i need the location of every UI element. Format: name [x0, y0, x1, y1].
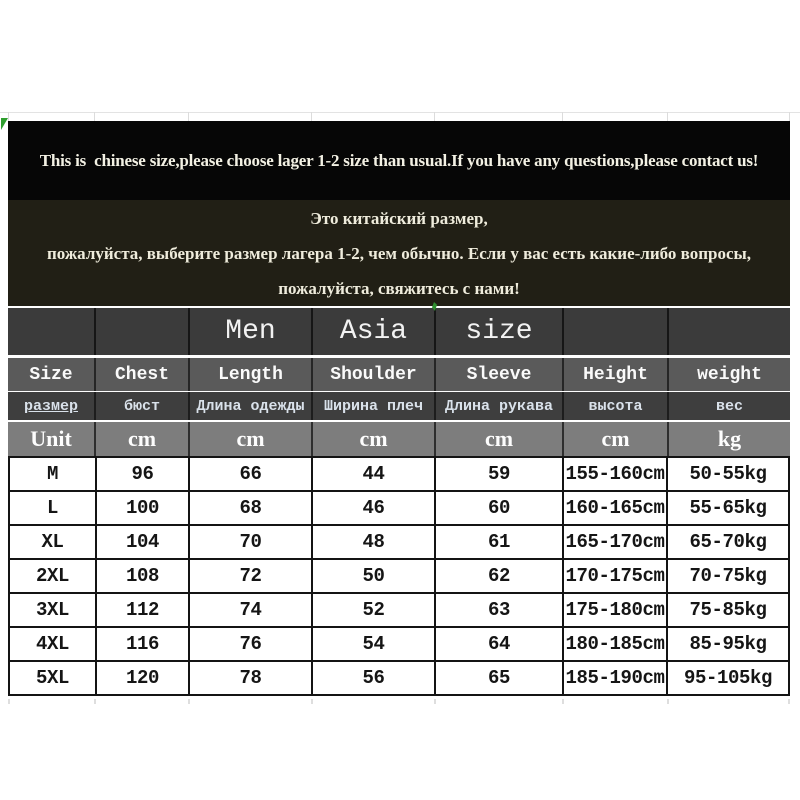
table-group-header-row — [8, 308, 790, 355]
col-header-length: Length — [188, 358, 311, 391]
data-cell: 59 — [434, 458, 562, 490]
grid-stub — [188, 699, 190, 704]
table-row-3xl — [10, 594, 788, 628]
data-cell: 72 — [188, 560, 311, 592]
data-cell: 55-65kg — [666, 492, 788, 524]
grid-stub — [562, 699, 564, 704]
data-cell: 3XL — [35, 599, 69, 621]
group-cell-men: Men — [188, 308, 311, 355]
grid-stub — [311, 112, 312, 121]
data-cell: 160-165cm — [562, 492, 666, 524]
grid-stub — [8, 112, 9, 121]
data-cell: 4XL — [35, 633, 69, 655]
grid-stub — [434, 699, 436, 704]
english-notice-banner — [8, 121, 790, 200]
table-header-row-ru — [8, 392, 790, 420]
data-cell: 100 — [95, 492, 188, 524]
russian-notice-line1: Это китайский размер, — [310, 208, 488, 228]
data-cell: 52 — [311, 594, 434, 626]
grid-stub — [94, 699, 96, 704]
data-cell: 63 — [434, 594, 562, 626]
grid-stub — [789, 112, 790, 121]
grid-stub — [94, 112, 95, 121]
group-cell-blank — [8, 308, 94, 355]
russian-notice-line2: пожалуйста, выберите размер лагера 1-2, чем обычно. Если у вас есть какие-либо вопросы, — [46, 243, 752, 263]
green-artifact-mark — [1, 118, 8, 130]
data-cell: 46 — [311, 492, 434, 524]
data-cell: 185-190cm — [562, 662, 666, 694]
data-cell: 74 — [188, 594, 311, 626]
russian-notice-banner — [8, 200, 790, 306]
col-header-ru-vysota: высота — [562, 392, 667, 420]
table-row-m — [10, 458, 788, 492]
data-cell: 62 — [434, 560, 562, 592]
data-cell: 44 — [311, 458, 434, 490]
data-cell: 78 — [188, 662, 311, 694]
table-row-2xl — [10, 560, 788, 594]
data-cell: 50-55kg — [666, 458, 788, 490]
col-header-ru-dlina-rukava: Длина рукава — [434, 392, 562, 420]
data-cell: 155-160cm — [562, 458, 666, 490]
col-header-ru-byust: бюст — [94, 392, 188, 420]
data-cell: 120 — [95, 662, 188, 694]
col-header-ru-razmer: размер — [23, 397, 78, 415]
data-cell: 165-170cm — [562, 526, 666, 558]
data-cell: 75-85kg — [666, 594, 788, 626]
grid-stub — [667, 112, 668, 121]
data-cell: 76 — [188, 628, 311, 660]
group-cell-blank — [667, 308, 790, 355]
data-cell: M — [46, 463, 58, 485]
data-cell: 64 — [434, 628, 562, 660]
col-header-ru-dlina-odezhdy: Длина одежды — [188, 392, 311, 420]
data-cell: 96 — [95, 458, 188, 490]
unit-cell: cm — [94, 422, 188, 456]
col-header-size: Size — [29, 364, 73, 385]
unit-cell: cm — [311, 422, 434, 456]
data-cell: 112 — [95, 594, 188, 626]
unit-cell: cm — [188, 422, 311, 456]
unit-cell: cm — [562, 422, 667, 456]
unit-cell: cm — [434, 422, 562, 456]
data-cell: 85-95kg — [666, 628, 788, 660]
group-cell-blank — [562, 308, 667, 355]
data-cell: 54 — [311, 628, 434, 660]
data-cell: 50 — [311, 560, 434, 592]
grid-line-top — [0, 112, 800, 113]
russian-notice-line3: пожалуйста, свяжитесь с нами! — [278, 278, 520, 298]
unit-cell-label: Unit — [30, 426, 72, 451]
grid-stub — [788, 699, 790, 704]
col-header-weight: weight — [667, 358, 790, 391]
data-cell: 66 — [188, 458, 311, 490]
grid-stub — [188, 112, 189, 121]
grid-stub — [434, 112, 435, 121]
data-cell: 5XL — [35, 667, 69, 689]
data-cell: 116 — [95, 628, 188, 660]
data-cell: 68 — [188, 492, 311, 524]
col-header-shoulder: Shoulder — [311, 358, 434, 391]
col-header-ru-ves: вес — [667, 392, 790, 420]
table-row-4xl — [10, 628, 788, 662]
group-cell-size: size — [434, 308, 562, 355]
english-notice-text: This is chinese size,please choose lager 1-2 size than usual.If you have any questions,please contact us! — [39, 150, 759, 170]
data-cell: 175-180cm — [562, 594, 666, 626]
data-cell: 60 — [434, 492, 562, 524]
col-header-sleeve: Sleeve — [434, 358, 562, 391]
table-header-row-en — [8, 358, 790, 391]
grid-stub — [562, 112, 563, 121]
data-cell: 70 — [188, 526, 311, 558]
data-cell: 61 — [434, 526, 562, 558]
col-header-ru-shirina-plech: Ширина плеч — [311, 392, 434, 420]
data-cell: L — [46, 497, 58, 519]
data-cell: 95-105kg — [666, 662, 788, 694]
data-cell: 70-75kg — [666, 560, 788, 592]
group-cell-asia: Asia — [311, 308, 434, 355]
grid-stub — [311, 699, 313, 704]
data-cell: 2XL — [35, 565, 69, 587]
table-unit-row — [8, 422, 790, 456]
data-cell: 48 — [311, 526, 434, 558]
size-data-table — [8, 456, 790, 696]
group-cell-blank — [94, 308, 188, 355]
data-cell: 56 — [311, 662, 434, 694]
table-row-5xl — [10, 662, 788, 694]
table-row-xl — [10, 526, 788, 560]
data-cell: 65-70kg — [666, 526, 788, 558]
col-header-chest: Chest — [94, 358, 188, 391]
data-cell: 108 — [95, 560, 188, 592]
data-cell: 65 — [434, 662, 562, 694]
unit-cell: kg — [667, 422, 790, 456]
data-cell: XL — [41, 531, 64, 553]
grid-stub — [667, 699, 669, 704]
grid-stub — [8, 699, 10, 704]
data-cell: 180-185cm — [562, 628, 666, 660]
data-cell: 170-175cm — [562, 560, 666, 592]
data-cell: 104 — [95, 526, 188, 558]
col-header-height: Height — [562, 358, 667, 391]
table-row-l — [10, 492, 788, 526]
